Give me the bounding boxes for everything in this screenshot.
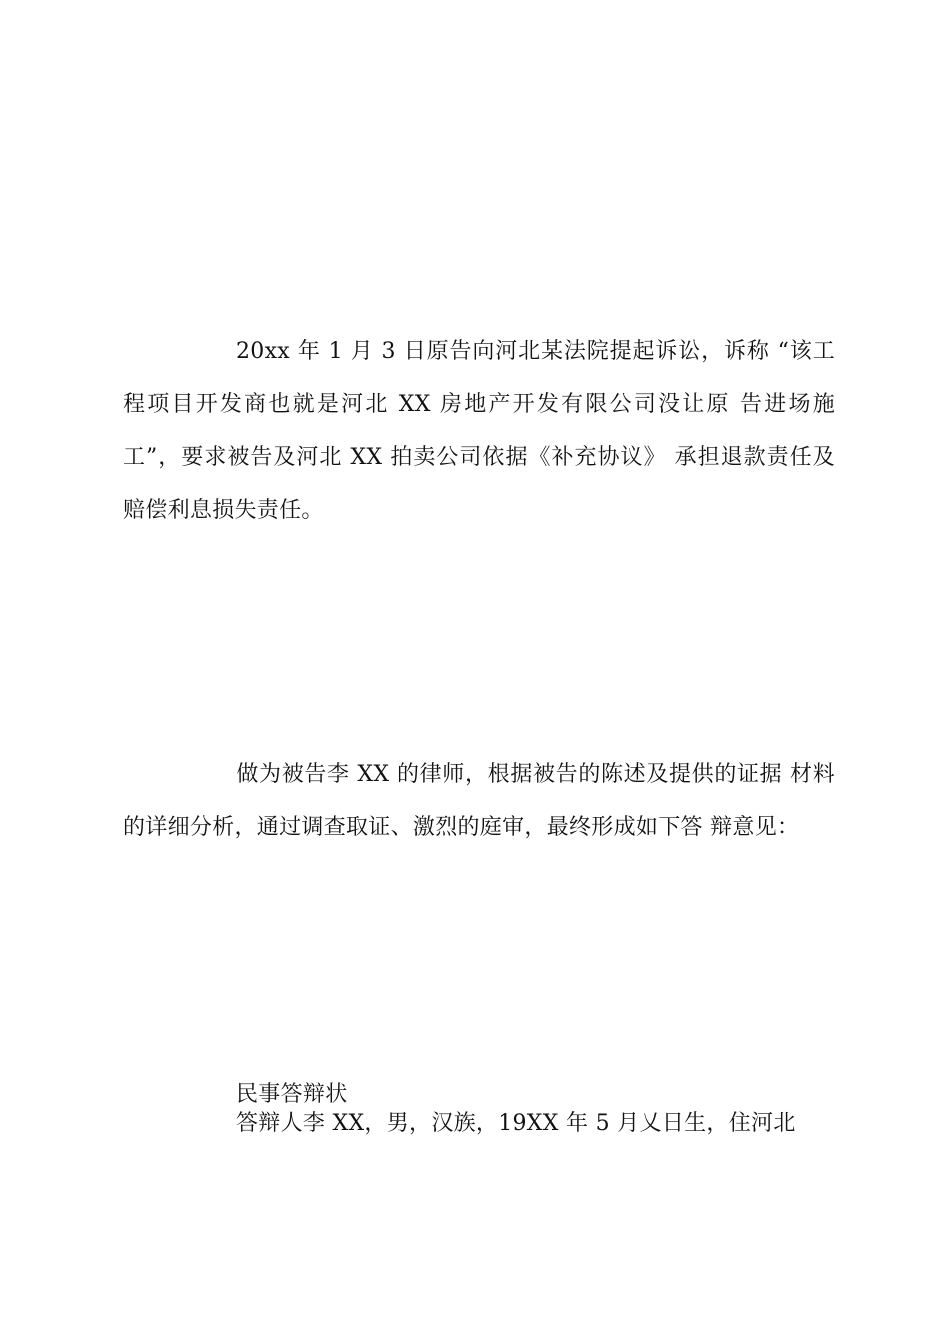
body-paragraph-lawyer (123, 748, 835, 854)
paragraph-text: 做为被告李 XX 的律师，根据被告的陈述及提供的证据 材料的详细分析，通过调查取证、激烈的庭审，最终形成如下答 辩意见： (123, 762, 835, 840)
body-paragraph-lawsuit (123, 325, 835, 537)
paragraph-text: 20xx 年 1 月 3 日原告向河北某法院提起诉讼，诉称 “该工程项目开发商也就是河北 XX 房地产开发有限公司没让原 告进场施工”，要求被告及河北 XX 拍卖公司依据《补充协议》 承担退款责任及赔偿利息损失责任。 (123, 339, 835, 523)
respondent-info: 答辩人李 XX，男，汉族，19XX 年 5 月乂日生，住河北 (236, 1111, 796, 1136)
document-title: 民事答辩状 (236, 1082, 348, 1107)
